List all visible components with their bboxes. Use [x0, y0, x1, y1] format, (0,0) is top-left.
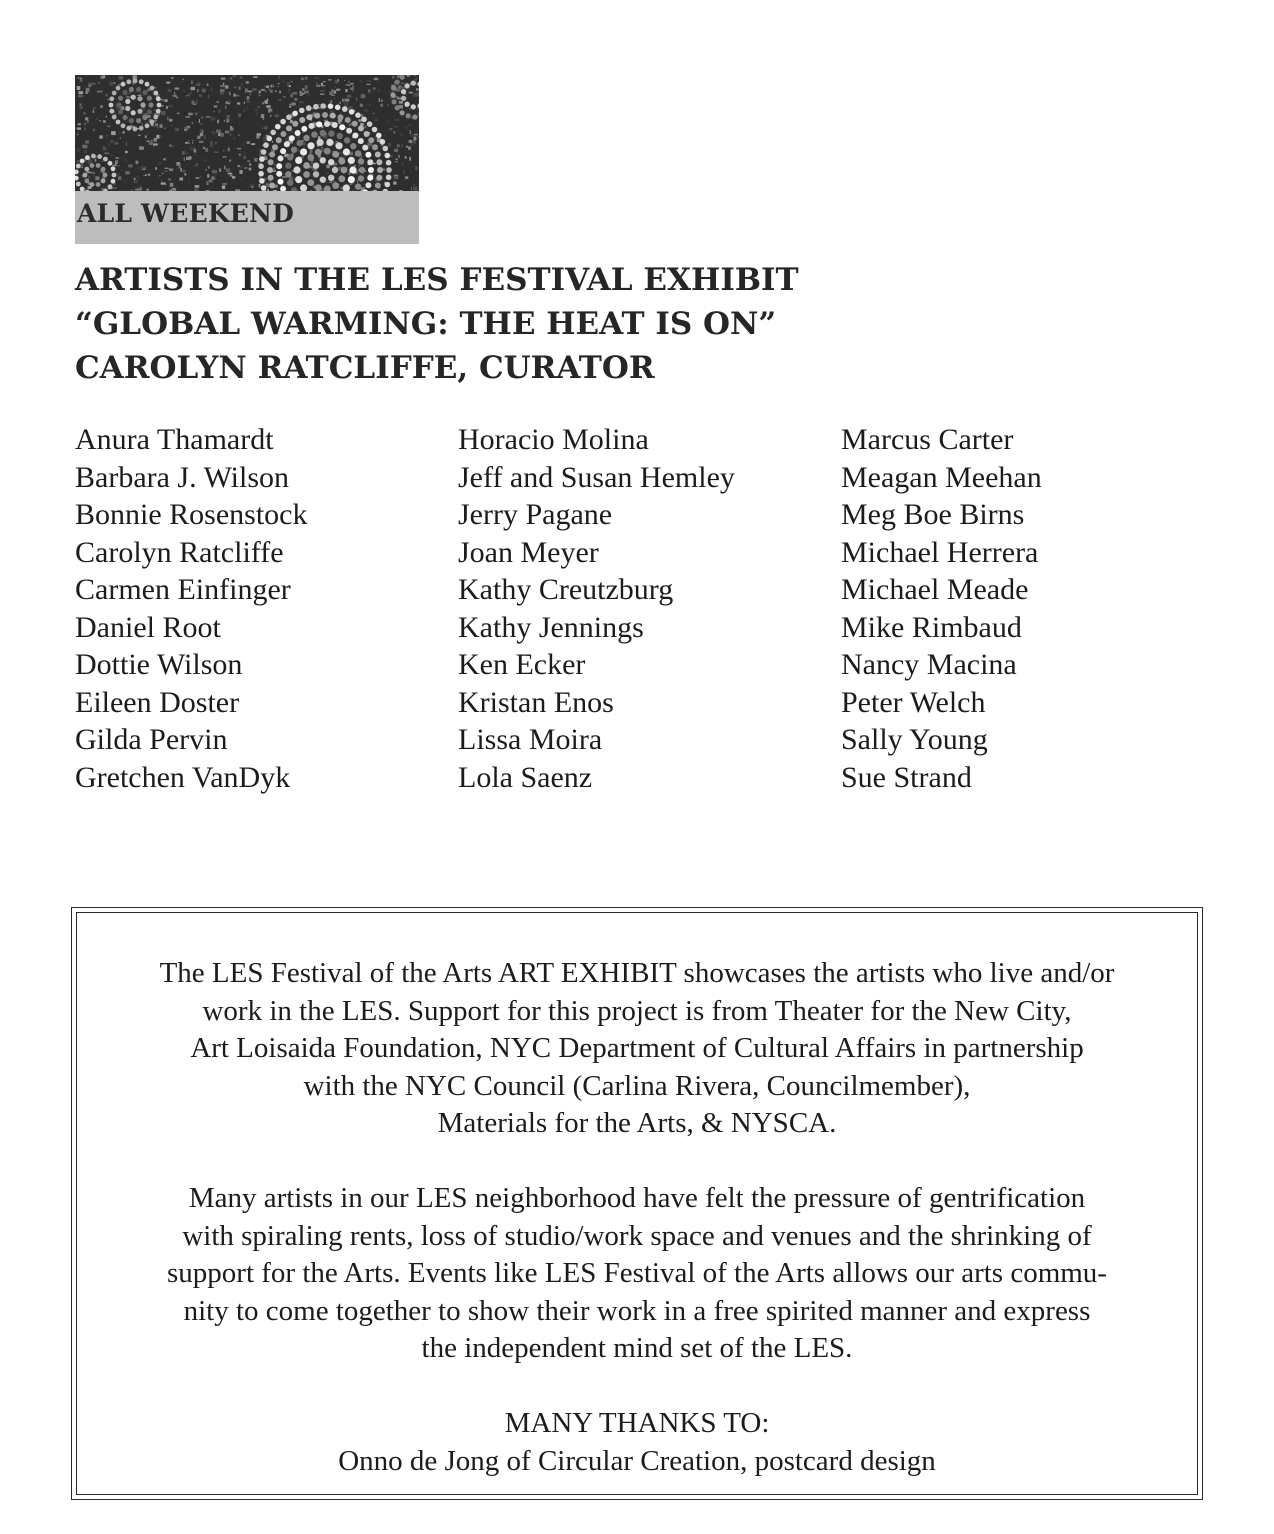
artist-name: Anura Thamardt — [75, 423, 274, 456]
info-paragraph-2-line: the independent mind set of the LES. — [421, 1332, 853, 1364]
info-box — [71, 907, 1203, 1500]
info-paragraph-2-line: support for the Arts. Events like LES Festival of the Arts allows our arts commu- — [167, 1257, 1107, 1289]
thanks-credit: Onno de Jong of Circular Creation, postcard design — [338, 1444, 936, 1477]
all-weekend-banner — [75, 191, 419, 244]
info-paragraph-1-line: with the NYC Council (Carlina Rivera, Councilmember), — [303, 1069, 971, 1102]
exhibit-title — [75, 258, 1175, 390]
artist-name: Sue Strand — [841, 760, 972, 794]
artist-name: Daniel Root — [75, 610, 221, 644]
info-paragraph-1-line: Art Loisaida Foundation, NYC Department of Cultural Affairs in partnership — [190, 1032, 1084, 1064]
mosaic-header-image — [75, 75, 419, 191]
thanks-heading: MANY THANKS TO: — [504, 1407, 770, 1439]
artist-name: Marcus Carter — [841, 423, 1014, 456]
info-paragraph-2-line: Many artists in our LES neighborhood have felt the pressure of gentrification — [188, 1182, 1086, 1214]
artist-name: Sally Young — [841, 723, 988, 756]
artist-name: Meg Boe Birns — [841, 498, 1025, 531]
artist-name: Kathy Creutzburg — [458, 573, 674, 606]
artist-name: Dottie Wilson — [75, 648, 243, 681]
info-paragraph-1-line: The LES Festival of the Arts ART EXHIBIT showcases the artists who live and/or — [159, 957, 1115, 989]
paragraph-spacer — [77, 1368, 1197, 1406]
info-paragraph-2-line: with spiraling rents, loss of studio/work space and venues and the shrinking of — [182, 1219, 1092, 1252]
info-box-inner — [76, 912, 1198, 1495]
paragraph-spacer — [77, 1143, 1197, 1181]
artist-name: Jeff and Susan Hemley — [458, 460, 735, 494]
artist-name: Lissa Moira — [458, 723, 603, 756]
title-line-3: CAROLYN RATCLIFFE, CURATOR — [75, 350, 655, 386]
info-paragraph-1-line: work in the LES. Support for this project is from Theater for the New City, — [202, 994, 1072, 1027]
artist-name: Bonnie Rosenstock — [75, 498, 308, 531]
artist-name: Ken Ecker — [458, 648, 586, 681]
artist-column-2 — [458, 421, 735, 796]
artist-name: Barbara J. Wilson — [75, 460, 290, 494]
artist-name: Peter Welch — [841, 685, 986, 719]
artist-name: Michael Herrera — [841, 535, 1039, 569]
artist-list — [0, 421, 1274, 811]
artist-name: Jerry Pagane — [458, 498, 613, 531]
artist-name: Kristan Enos — [458, 685, 614, 719]
info-paragraph-2-line: nity to come together to show their work in a free spirited manner and express — [183, 1294, 1091, 1327]
artist-name: Eileen Doster — [75, 685, 240, 719]
artist-name: Kathy Jennings — [458, 610, 644, 644]
artist-name: Joan Meyer — [458, 535, 599, 569]
info-paragraph-1-line: Materials for the Arts, & NYSCA. — [437, 1107, 837, 1139]
artist-name: Carmen Einfinger — [75, 573, 291, 606]
artist-column-3 — [841, 421, 1042, 796]
artist-column-1 — [75, 421, 308, 796]
artist-name: Meagan Meehan — [841, 460, 1042, 494]
banner-label: ALL WEEKEND — [77, 199, 294, 228]
artist-name: Gilda Pervin — [75, 723, 228, 756]
artist-name: Horacio Molina — [458, 423, 649, 456]
title-line-1: ARTISTS IN THE LES FESTIVAL EXHIBIT — [75, 262, 799, 298]
artist-name: Lola Saenz — [458, 760, 593, 794]
artist-name: Michael Meade — [841, 573, 1029, 606]
artist-name: Nancy Macina — [841, 648, 1017, 681]
artist-name: Gretchen VanDyk — [75, 760, 291, 794]
artist-name: Mike Rimbaud — [841, 610, 1022, 644]
title-line-2: “GLOBAL WARMING: THE HEAT IS ON” — [75, 306, 777, 342]
mosaic-pattern — [75, 75, 419, 191]
artist-name: Carolyn Ratcliffe — [75, 535, 284, 569]
